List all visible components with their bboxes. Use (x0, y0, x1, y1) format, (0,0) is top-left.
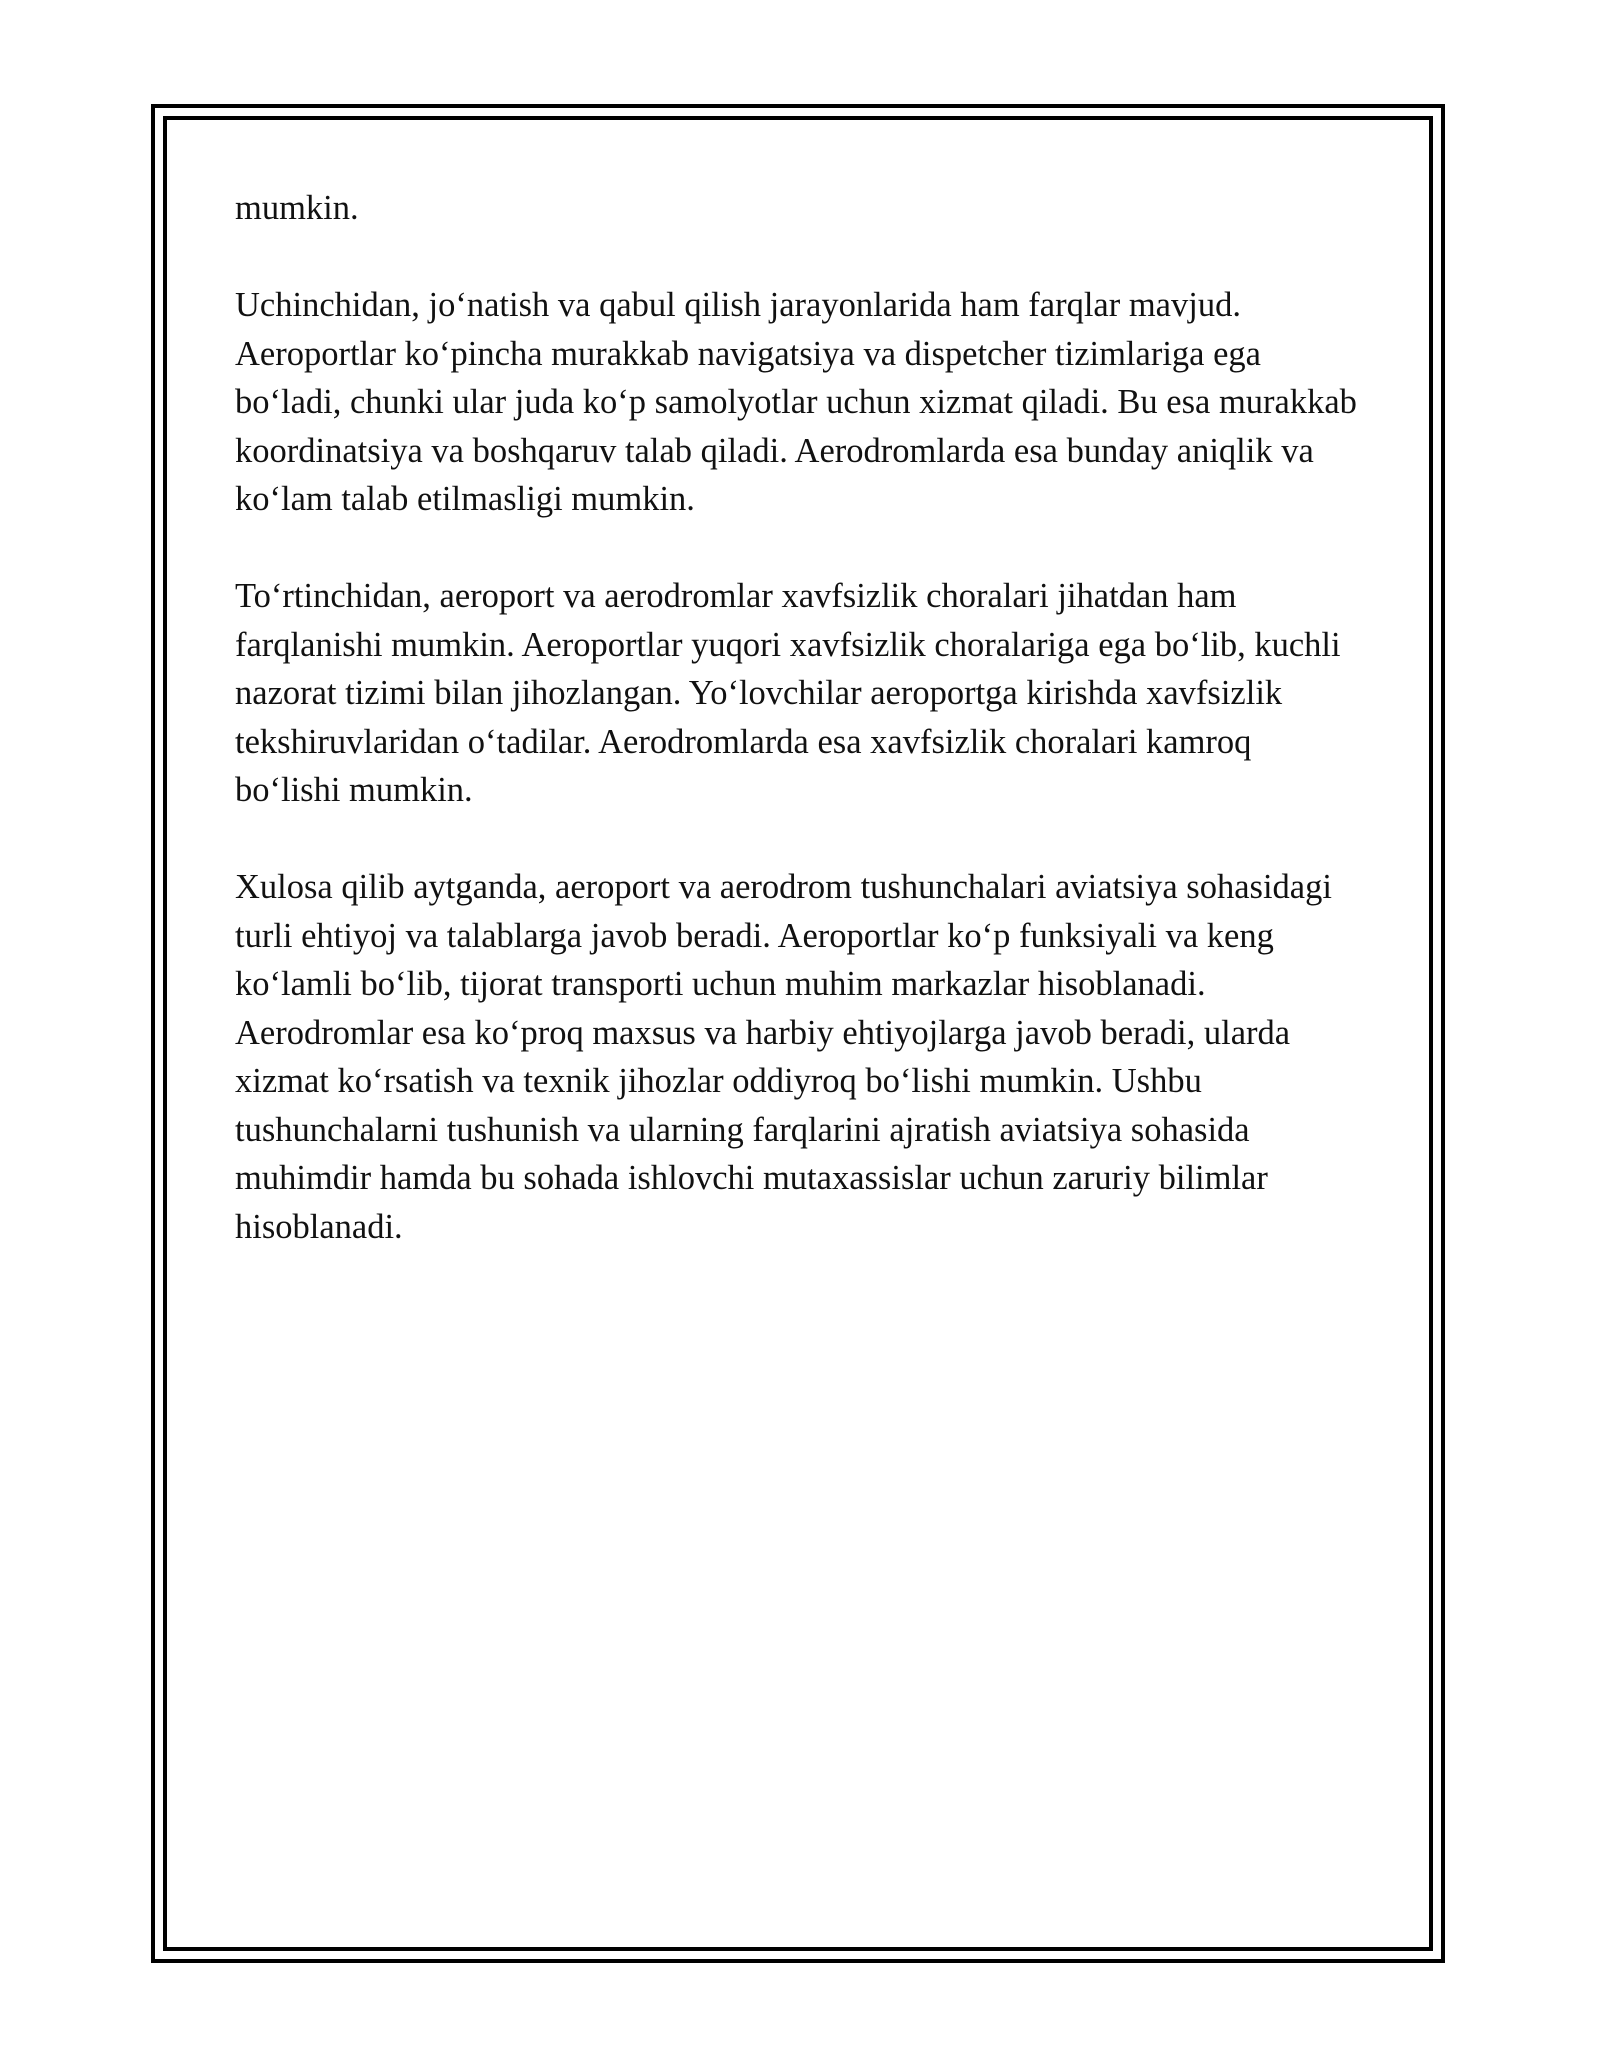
paragraph-fourth-point: To‘rtinchidan, aeroport va aerodromlar xavfsizlik choralari jihatdan ham farqlanishi mumkin. Aeroportlar yuqori xavfsizlik choralariga ega bo‘lib, kuchli nazorat tizimi bilan jihozlangan. Yo‘lovchilar aeroportga kirishda xavfsizlik tekshiruvlaridan o‘tadilar. Aerodromlarda esa xavfsizlik choralari kamroq bo‘lishi mumkin. (235, 577, 1341, 809)
paragraph-continuation: mumkin. (235, 189, 359, 227)
paragraph-third-point: Uchinchidan, jo‘natish va qabul qilish jarayonlarida ham farqlar mavjud. Aeroportlar ko‘pincha murakkab navigatsiya va dispetcher tizimlariga ega bo‘ladi, chunki ular juda ko‘p samolyotlar uchun xizmat qiladi. Bu esa murakkab koordinatsiya va boshqaruv talab qiladi. Aerodromlarda esa bunday aniqlik va ko‘lam talab etilmasligi mumkin. (235, 286, 1357, 518)
document-body (235, 184, 1365, 1300)
paragraph-conclusion: Xulosa qilib aytganda, aeroport va aerodrom tushunchalari aviatsiya sohasidagi turli ehtiyoj va talablarga javob beradi. Aeroportlar ko‘p funksiyali va keng ko‘lamli bo‘lib, tijorat transporti uchun muhim markazlar hisoblanadi. Aerodromlar esa ko‘proq maxsus va harbiy ehtiyojlarga javob beradi, ularda xizmat ko‘rsatish va texnik jihozlar oddiyroq bo‘lishi mumkin. Ushbu tushunchalarni tushunish va ularning farqlarini ajratish aviatsiya sohasida muhimdir hamda bu sohada ishlovchi mutaxassislar uchun zaruriy bilimlar hisoblanadi. (235, 868, 1332, 1246)
